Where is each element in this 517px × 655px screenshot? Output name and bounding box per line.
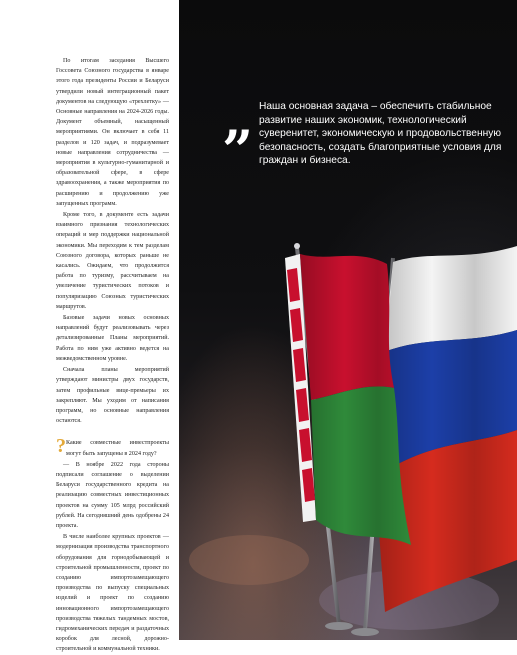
bokeh-blob (189, 535, 309, 585)
article-paragraph-4: Сначала планы мероприятий утверждают министры двух государств, затем профильные вице-премьеры их закрепляют. Мы уходим от написания программ, но основные направления остаются. (56, 367, 169, 425)
faq-block (56, 435, 169, 654)
faq-question: Какие совместные инвестпроекты могут быть запущены в 2024 году? (66, 440, 169, 457)
article-text-column (0, 0, 179, 653)
article-paragraph-2: Кроме того, в документе есть задачи взаимного признания технологических операций и мер поддержки национальной экономики. Мы переходим к тем разделам Союзного договора, которых раньше не касались. Ожидаем, что продолжится работа по туризму, рассчитываем на увеличение туристических потоков и популяризацию Союзных туристических маршрутов. (56, 212, 169, 310)
article-paragraph-3: Базовые задачи новых основных направлений будут реализовывать через детализированные Планы мероприятий. Работа по ним уже активно ведется на межведомственном уровне. (56, 315, 169, 362)
russia-flag-base (351, 628, 379, 636)
belarus-flag-base (325, 622, 353, 630)
faq-answer-1: — В ноябре 2022 года стороны подписали соглашение о выделении Беларуси государственного кредита на реализацию совместных инвестиционных проектов на сумму 105 млрд российский рублей. На сегодняшний день одобрены 24 проекта. (56, 461, 169, 529)
flags-photo (179, 0, 517, 640)
pull-quote: Наша основная задача – обеспечить стабильное развитие наших экономик, технологический суверенитет, экономическую и продовольственную безопасность, создать благоприятные условия для граждан и бизнеса. (259, 101, 502, 167)
quote-mark-icon: „ (223, 87, 249, 151)
faq-answer-2: В числе наиболее крупных проектов — модернизация производства транспортного оборудования для горнодобывающей и строительной промышленности, проект по созданию импортозамещающего производства по выпуску специальных изделий и проект по созданию инновационного импортозамещающего производства тяжелых тандемных мостов, гидромеханических передач и раздаточных коробок для лесной, дорожно-строительной и коммунальной техники. (56, 534, 169, 653)
article-paragraph-1: По итогам заседания Высшего Госсовета Союзного государства в январе этого года президенты России и Беларуси утвердили новый интеграционный пакет документов на следующую «трехлетку» — Основные направления на 2024-2026 годы. Документ объемный, насыщенный мероприятиями. Он включает в себя 11 разделов и 120 задач, и подразумевает новые направления сотрудничества — мероприятия в культурно-гуманитарной и образовательной сфере, в сфере здравоохранения, а также мероприятия по расширению и продолжению уже запущенных программ. (56, 58, 169, 207)
belarus-flag-finial (294, 243, 300, 249)
question-mark-icon: ? (56, 435, 66, 458)
